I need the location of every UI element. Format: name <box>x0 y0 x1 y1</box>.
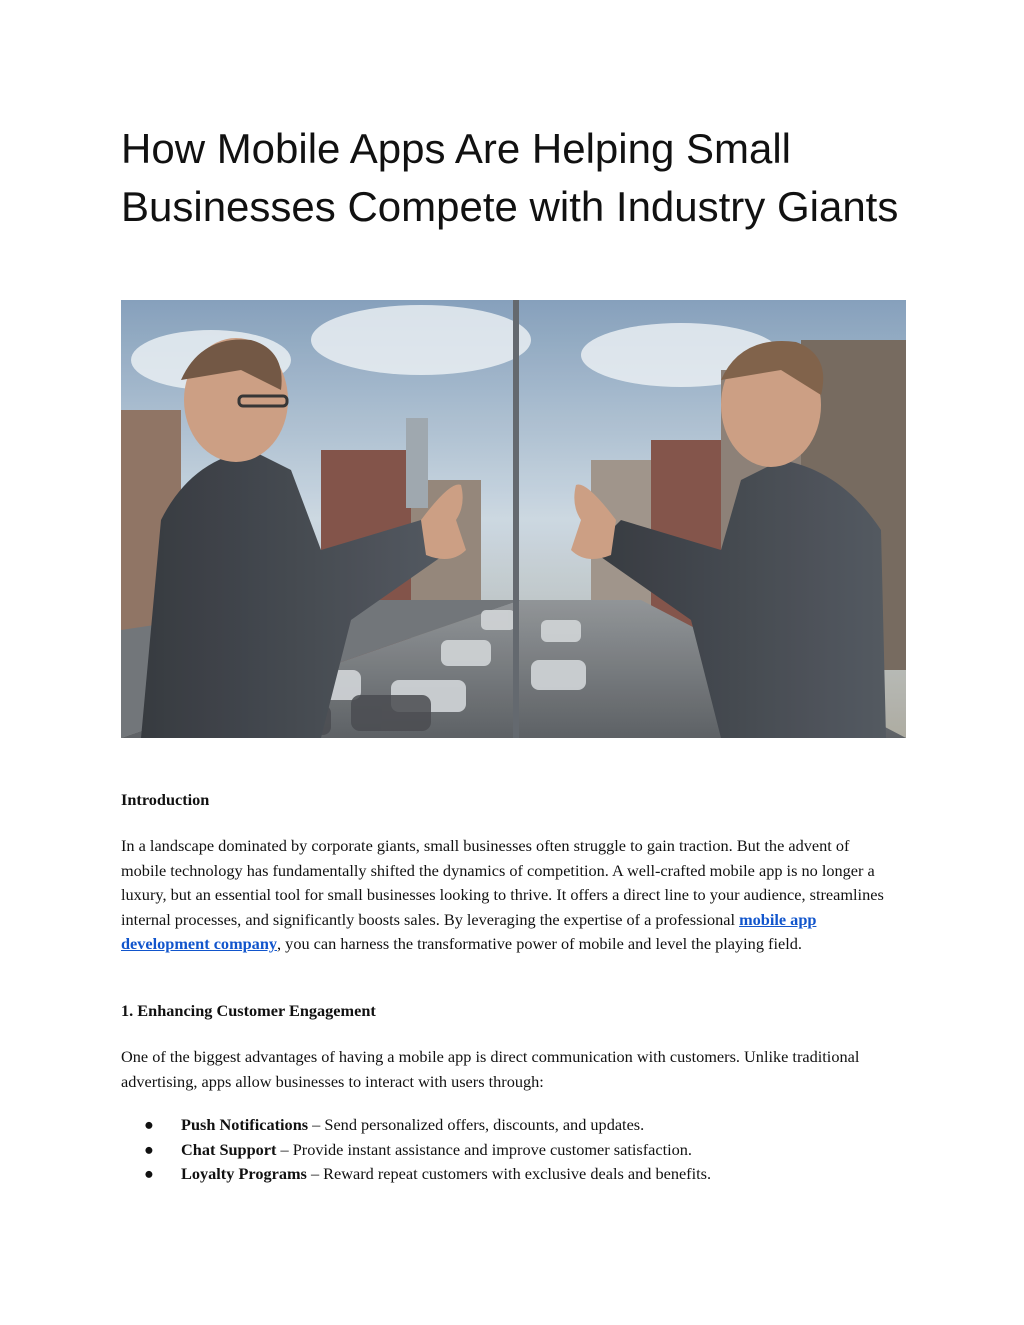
list-item <box>121 1113 896 1138</box>
section1-heading: 1. Enhancing Customer Engagement <box>121 1001 376 1020</box>
bullet-desc: – Send personalized offers, discounts, and updates. <box>308 1115 645 1134</box>
page-title: How Mobile Apps Are Helping Small Businesses Compete with Industry Giants <box>121 125 899 230</box>
mobile-app-development-link[interactable]: mobile app development company <box>121 909 817 953</box>
intro-paragraph <box>121 834 896 957</box>
intro-text-after-link: , you can harness the transformative power of mobile and level the playing field. <box>277 934 802 953</box>
intro-text-before-link: In a landscape dominated by corporate giants, small businesses often struggle to gain traction. But the advent of mobile technology has fundamentally shifted the dynamics of competition. A well-crafted mobile app is no longer a luxury, but an essential tool for small businesses looking to thrive. It offers a direct line to your audience, streamlines internal processes, and significantly boosts sales. By leveraging the expertise of a professional <box>121 836 884 929</box>
bullet-icon: ● <box>144 1164 154 1183</box>
bullet-desc: – Provide instant assistance and improve customer satisfaction. <box>276 1139 692 1159</box>
bullet-term: Chat Support <box>181 1139 277 1159</box>
section1-paragraph: One of the biggest advantages of having a mobile app is direct communication with customers. Unlike traditional advertising, apps allow businesses to interact with users through: <box>121 1047 860 1091</box>
feature-bullet-list <box>121 1113 896 1187</box>
list-item <box>121 1162 896 1187</box>
hero-image <box>121 300 906 738</box>
bullet-term: Push Notifications <box>181 1115 309 1134</box>
bullet-desc: – Reward repeat customers with exclusive deals and benefits. <box>306 1164 712 1183</box>
businessmen-thumbs-up-city-image <box>121 300 906 738</box>
bullet-icon: ● <box>144 1115 154 1134</box>
bullet-icon: ● <box>144 1139 154 1159</box>
list-item <box>121 1138 896 1163</box>
bullet-term: Loyalty Programs <box>181 1164 307 1183</box>
intro-heading: Introduction <box>121 790 210 809</box>
